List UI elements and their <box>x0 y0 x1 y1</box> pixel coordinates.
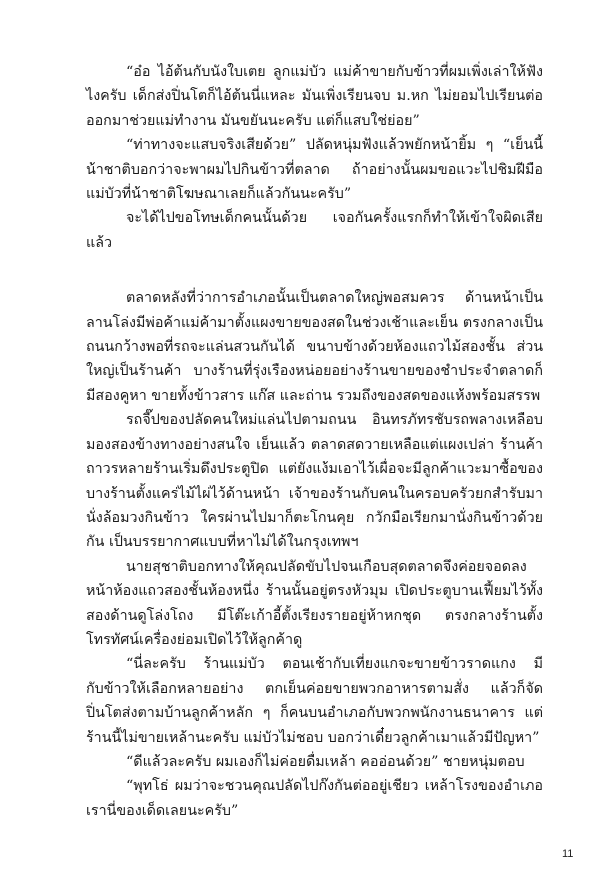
paragraph: จะได้ไปขอโทษเด็กคนนั้นด้วย เจอกันครั้งแรกก็ทำให้เข้าใจผิดเสียแล้ว <box>86 210 543 251</box>
paragraph: “พุทโธ่ ผมว่าจะชวนคุณปลัดไปก๊งกันต่ออยู่เชียว เหล้าโรงของอำเภอเรานี่ของเด็ดเลยนะครับ” <box>86 778 543 819</box>
paragraph: “ดีแล้วละครับ ผมเองก็ไม่ค่อยดื่มเหล้า คออ่อนด้วย” ชายหนุ่มตอบ <box>126 753 525 770</box>
paragraph: “ท่าทางจะแสบจริงเสียด้วย” ปลัดหนุ่มฟังแล้วพยักหน้ายิ้ม ๆ “เย็นนี้น้าชาติบอกว่าจะพาผมไปกินข้าวที่ตลาด ถ้าอย่างนั้นผมขอแวะไปชิมฝีมือแม่บัวที่น้าชาติโฆษณาเลยก็แล้วกันนะครับ” <box>86 137 543 203</box>
body-text <box>86 60 543 823</box>
paragraph: รถจี๊ปของปลัดคนใหม่แล่นไปตามถนน อินทรภัทรชับรถพลางเหลือบมองสองข้างทางอย่างสนใจ เย็นแล้ว ตลาดสดวายเหลือแต่แผงเปล่า ร้านค้าถาวรหลายร้านเริ่มดึงประตูปิด แต่ยังแง้มเอาไว้เผื่อจะมีลูกค้าแวะมาซื้อของ บางร้านตั้งแคร่ไม้ไผ่ไว้ด้านหน้า เจ้าของร้านกับคนในครอบครัวยกสำรับมานั่งล้อมวงกินข้าว ใครผ่านไปมาก็ตะโกนคุย กวักมือเรียกมานั่งกินข้าวด้วยกัน เป็นบรรยากาศแบบที่หาไม่ได้ในกรุงเทพฯ <box>86 412 543 551</box>
paragraph: ตลาดหลังที่ว่าการอำเภอนั้นเป็นตลาดใหญ่พอสมควร ด้านหน้าเป็นลานโล่งมีพ่อค้าแม่ค้ามาตั้งแผงขายของสดในช่วงเช้าและเย็น ตรงกลางเป็นถนนกว้างพอที่รถจะแล่นสวนกันได้ ขนาบข้างด้วยห้องแถวไม้สองชั้น ส่วนใหญ่เป็นร้านค้า บางร้านที่รุ่งเรืองหน่อยอย่างร้านขายของชำประจำตลาดก็มีสองคูหา ขายทั้งข้าวสาร แก๊ส และถ่าน รวมถึงของสดของแห้งพร้อมสรรพ <box>86 290 543 404</box>
paragraph: “อ๋อ ไอ้ต้นกับนังใบเตย ลูกแม่บัว แม่ค้าขายกับข้าวที่ผมเพิ่งเล่าให้ฟังไงครับ เด็กส่งปิ่นโตก็ไอ้ต้นนี่แหละ มันเพิ่งเรียนจบ ม.หก ไม่ยอมไปเรียนต่อ ออกมาช่วยแม่ทำงาน มันขยันนะครับ แต่ก็แสบใช่ย่อย” <box>86 64 543 129</box>
page-number: 11 <box>562 848 574 860</box>
paragraph: “นี่ละครับ ร้านแม่บัว ตอนเช้ากับเที่ยงแกจะขายข้าวราดแกง มีกับข้าวให้เลือกหลายอย่าง ตกเย็นค่อยขายพวกอาหารตามสั่ง แล้วก็จัดปิ่นโตส่งตามบ้านลูกค้าหลัก ๆ ก็คนบนอำเภอกับพวกพนักงานธนาคาร แต่ร้านนี้ไม่ขายเหล้านะครับ แม่บัวไม่ชอบ บอกว่าเดี๋ยวลูกค้าเมาแล้วมีปัญหา” <box>86 656 543 746</box>
paragraph: นายสุชาติบอกทางให้คุณปลัดขับไปจนเกือบสุดตลาดจึงค่อยจอดลงหน้าห้องแถวสองชั้นห้องหนึ่ง ร้านนั้นอยู่ตรงหัวมุม เปิดประตูบานเฟี้ยมไว้ทั้งสองด้านดูโล่งโถง มีโต๊ะเก้าอี้ตั้งเรียงรายอยู่ห้าหกชุด ตรงกลางร้านตั้งโทรทัศน์เครื่องย่อมเปิดไว้ให้ลูกค้าดู <box>86 558 543 648</box>
section-break <box>86 255 543 286</box>
